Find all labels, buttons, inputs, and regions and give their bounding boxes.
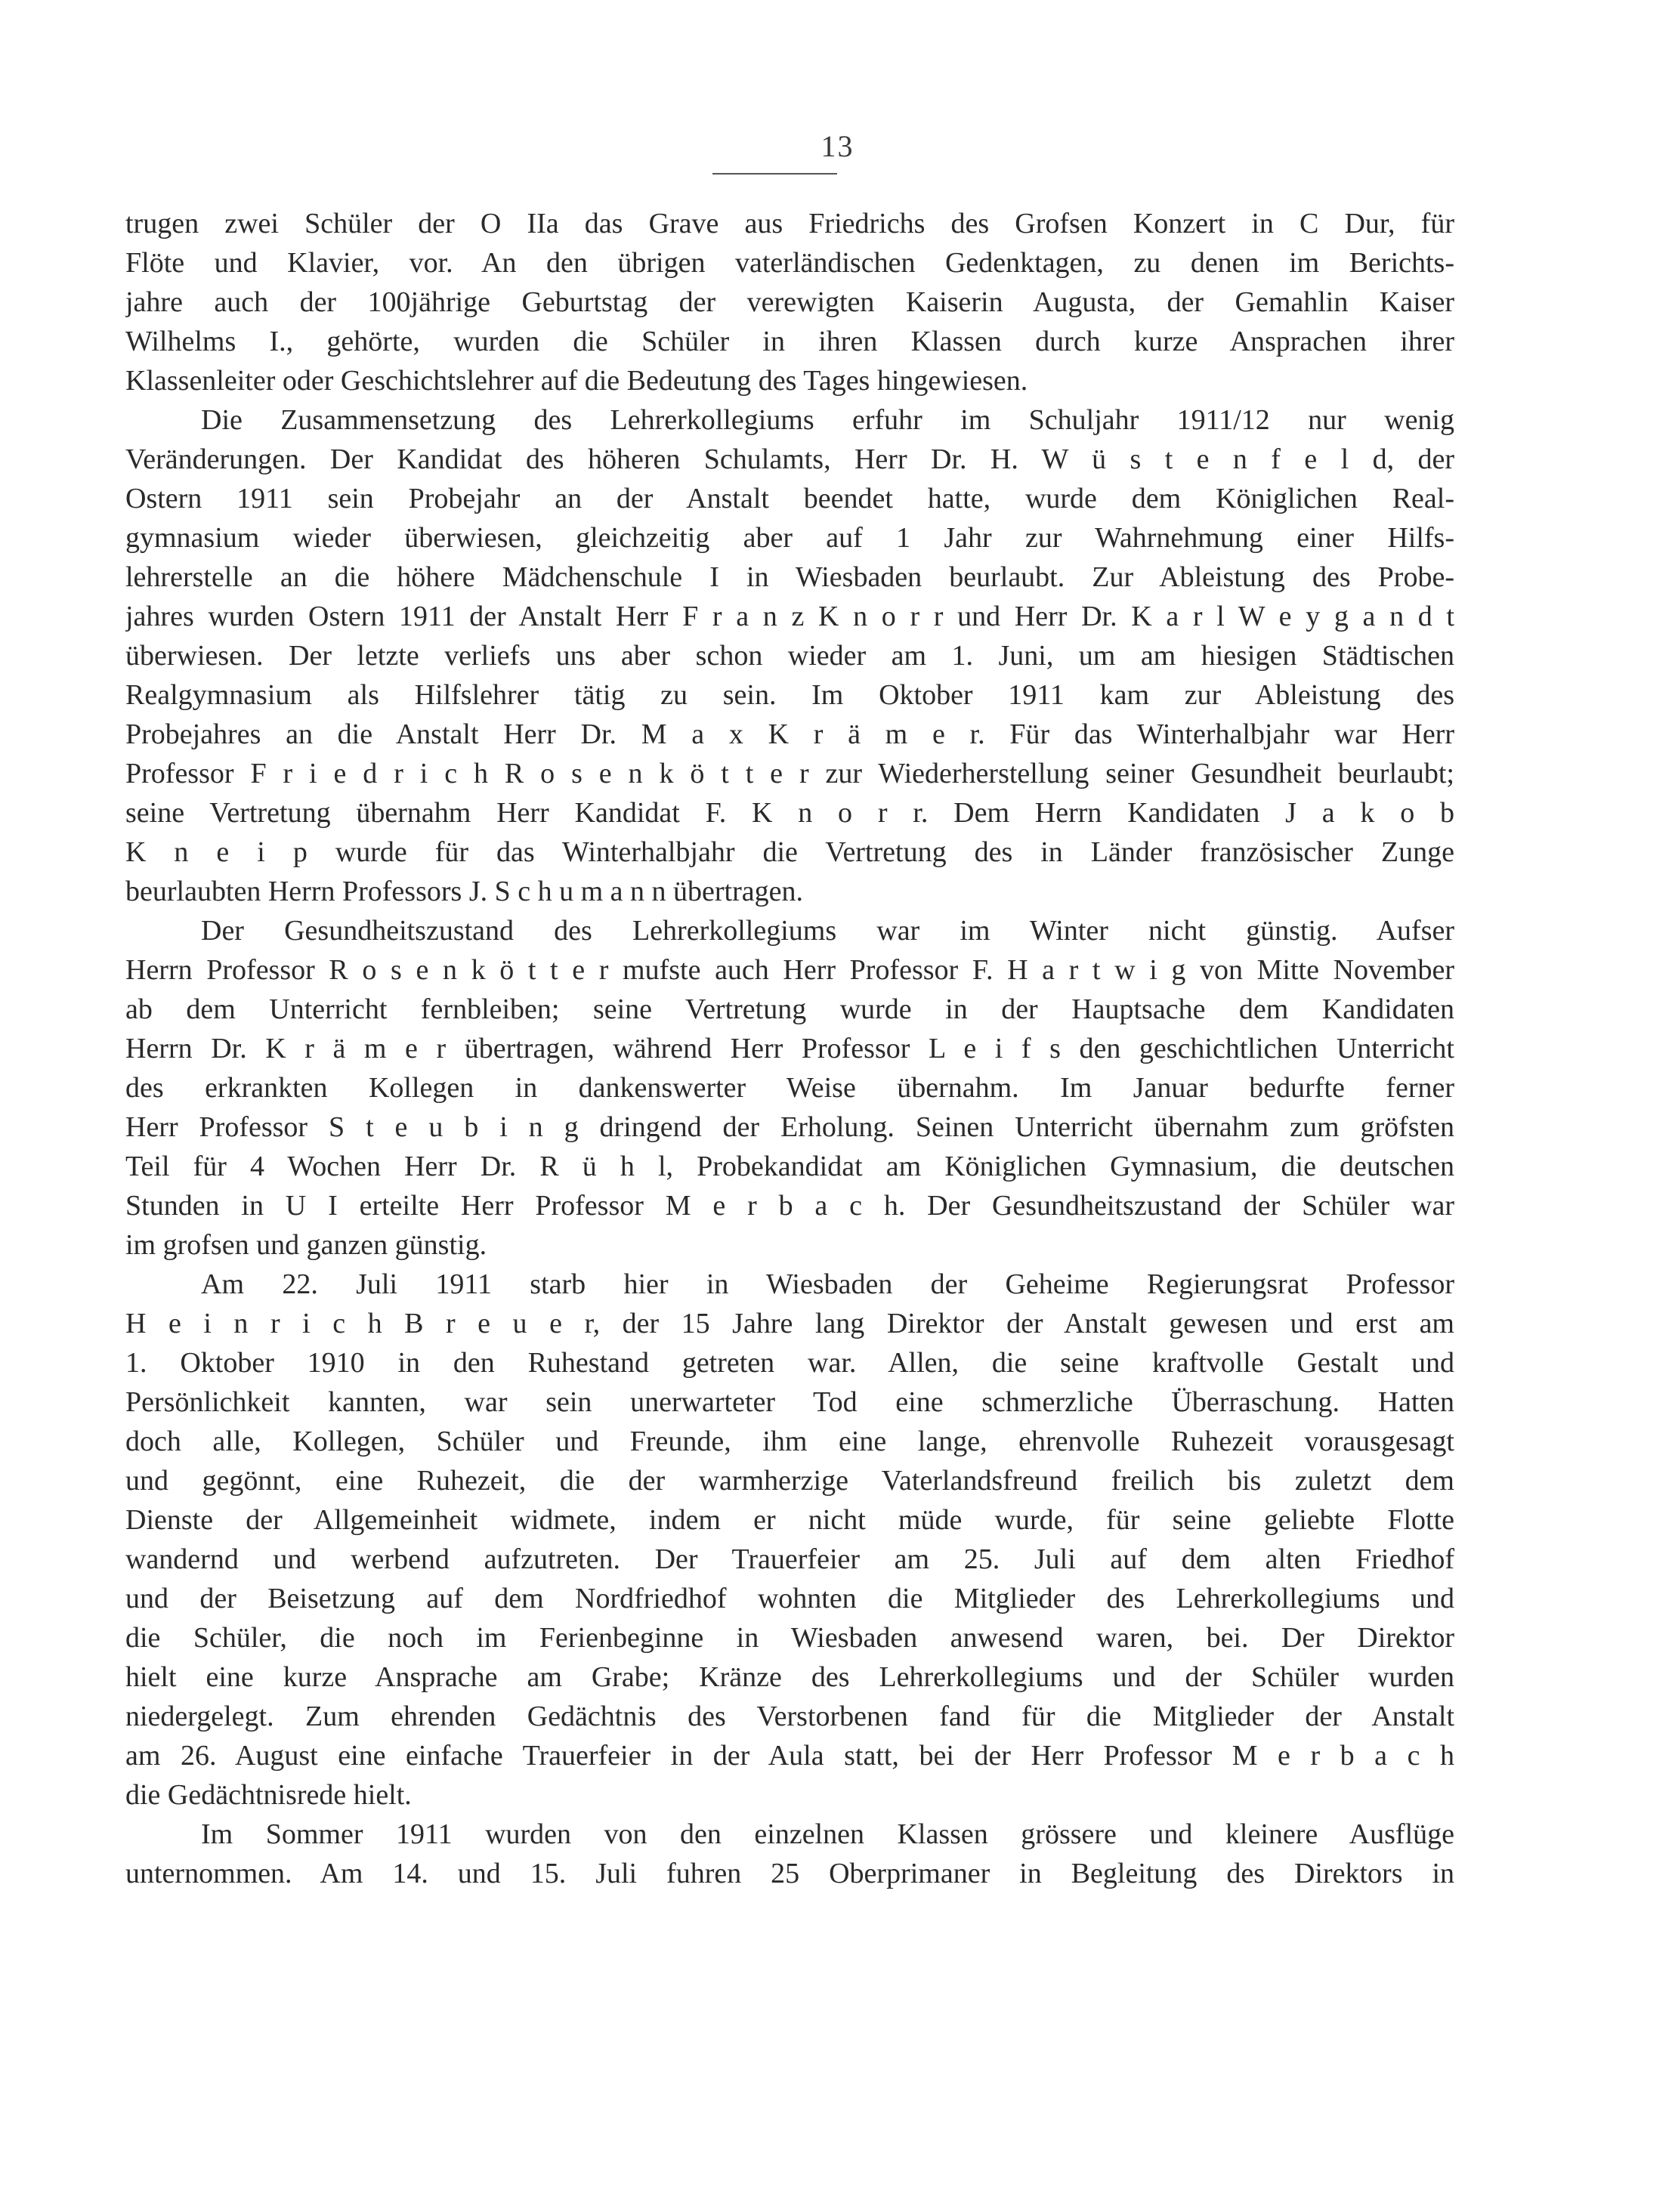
text-line: doch alle, Kollegen, Schüler und Freunde, ihm eine lange, ehrenvolle Ruhezeit vorausgesagt — [125, 1426, 1454, 1457]
text-line: Ostern 1911 sein Probejahr an der Anstalt beendet hatte, wurde dem Königlichen Real- — [125, 483, 1454, 514]
text-line: Realgymnasium als Hilfslehrer tätig zu sein. Im Oktober 1911 kam zur Ableistung des — [125, 679, 1454, 711]
text-line: Professor F r i e d r i c h R o s e n k ö t t e r zur Wiederherstellung seiner Gesundheit beurlaubt; — [125, 758, 1454, 789]
text-line: Wilhelms I., gehörte, wurden die Schüler in ihren Klassen durch kurze Ansprachen ihrer — [125, 326, 1454, 357]
text-line: Teil für 4 Wochen Herr Dr. R ü h l, Probekandidat am Königlichen Gymnasium, die deutschen — [125, 1151, 1454, 1182]
text-line: und gegönnt, eine Ruhezeit, die der warmherzige Vaterlandsfreund freilich bis zuletzt dem — [125, 1465, 1454, 1497]
text-line: gymnasium wieder überwiesen, gleichzeitig aber auf 1 Jahr zur Wahrnehmung einer Hilfs- — [125, 522, 1454, 554]
text-line: ab dem Unterricht fernbleiben; seine Vertretung wurde in der Hauptsache dem Kandidaten — [125, 993, 1454, 1025]
text-line: Der Gesundheitszustand des Lehrerkollegiums war im Winter nicht günstig. Aufser — [201, 915, 1454, 947]
text-line: Die Zusammensetzung des Lehrerkollegiums erfuhr im Schuljahr 1911/12 nur wenig — [201, 404, 1454, 436]
text-line: hielt eine kurze Ansprache am Grabe; Kränze des Lehrerkollegiums und der Schüler wurden — [125, 1661, 1454, 1693]
text-line: die Schüler, die noch im Ferienbeginne in Wiesbaden anwesend waren, bei. Der Direktor — [125, 1622, 1454, 1654]
body-text — [125, 204, 1454, 1893]
text-line: niedergelegt. Zum ehrenden Gedächtnis des Verstorbenen fand für die Mitglieder der Anstalt — [125, 1701, 1454, 1732]
text-line: Dienste der Allgemeinheit widmete, indem er nicht müde wurde, für seine geliebte Flotte — [125, 1504, 1454, 1536]
text-line: und der Beisetzung auf dem Nordfriedhof wohnten die Mitglieder des Lehrerkollegiums und — [125, 1583, 1454, 1614]
text-line: Herr Professor S t e u b i n g dringend der Erholung. Seinen Unterricht übernahm zum gröfsten — [125, 1111, 1454, 1143]
text-line: H e i n r i c h B r e u e r, der 15 Jahre lang Direktor der Anstalt gewesen und erst am — [125, 1308, 1454, 1339]
text-line: K n e i p wurde für das Winterhalbjahr die Vertretung des in Länder französischer Zunge — [125, 836, 1454, 868]
text-line: im grofsen und ganzen günstig. — [125, 1229, 487, 1261]
text-line: am 26. August eine einfache Trauerfeier in der Aula statt, bei der Herr Professor M e r b a c h — [125, 1740, 1454, 1772]
text-line: wandernd und werbend aufzutreten. Der Trauerfeier am 25. Juli auf dem alten Friedhof — [125, 1543, 1454, 1575]
text-line: seine Vertretung übernahm Herr Kandidat F. K n o r r. Dem Herrn Kandidaten J a k o b — [125, 797, 1454, 829]
text-line: Veränderungen. Der Kandidat des höheren Schulamts, Herr Dr. H. W ü s t e n f e l d, der — [125, 443, 1454, 475]
text-line: beurlaubten Herrn Professors J. S c h u m a n n übertragen. — [125, 876, 803, 907]
text-line: die Gedächtnisrede hielt. — [125, 1779, 412, 1811]
text-line: Herrn Professor R o s e n k ö t t e r mufste auch Herr Professor F. H a r t w i g von Mitte November — [125, 954, 1454, 986]
text-line: unternommen. Am 14. und 15. Juli fuhren 25 Oberprimaner in Begleitung des Direktors in — [125, 1858, 1454, 1889]
text-line: überwiesen. Der letzte verliefs uns aber schon wieder am 1. Juni, um am hiesigen Städtischen — [125, 640, 1454, 672]
page-number: 13 — [821, 129, 854, 163]
text-line: des erkrankten Kollegen in dankenswerter Weise übernahm. Im Januar bedurfte ferner — [125, 1072, 1454, 1104]
text-line: Klassenleiter oder Geschichtslehrer auf die Bedeutung des Tages hingewiesen. — [125, 365, 1028, 397]
text-line: Persönlichkeit kannten, war sein unerwarteter Tod eine schmerzliche Überraschung. Hatten — [125, 1386, 1454, 1418]
text-line: lehrerstelle an die höhere Mädchenschule I in Wiesbaden beurlaubt. Zur Ableistung des Probe- — [125, 561, 1454, 593]
text-line: trugen zwei Schüler der O IIa das Grave aus Friedrichs des Grofsen Konzert in C Dur, für — [125, 208, 1454, 239]
text-line: Stunden in U I erteilte Herr Professor M e r b a c h. Der Gesundheitszustand der Schüler war — [125, 1190, 1454, 1222]
text-line: Probejahres an die Anstalt Herr Dr. M a x K r ä m e r. Für das Winterhalbjahr war Herr — [125, 718, 1454, 750]
text-line: jahre auch der 100jährige Geburtstag der verewigten Kaiserin Augusta, der Gemahlin Kaiser — [125, 286, 1454, 318]
text-line: 1. Oktober 1910 in den Ruhestand getreten war. Allen, die seine kraftvolle Gestalt und — [125, 1347, 1454, 1379]
text-line: jahres wurden Ostern 1911 der Anstalt Herr F r a n z K n o r r und Herr Dr. K a r l W e y g a n d t — [125, 601, 1454, 632]
text-line: Herrn Dr. K r ä m e r übertragen, während Herr Professor L e i f s den geschichtlichen Unterricht — [125, 1033, 1454, 1064]
text-line: Im Sommer 1911 wurden von den einzelnen Klassen grössere und kleinere Ausflüge — [201, 1818, 1454, 1850]
text-line: Am 22. Juli 1911 starb hier in Wiesbaden der Geheime Regierungsrat Professor — [201, 1268, 1454, 1300]
text-line: Flöte und Klavier, vor. An den übrigen vaterländischen Gedenktagen, zu denen im Berichts- — [125, 247, 1454, 279]
header-rule — [712, 173, 837, 175]
